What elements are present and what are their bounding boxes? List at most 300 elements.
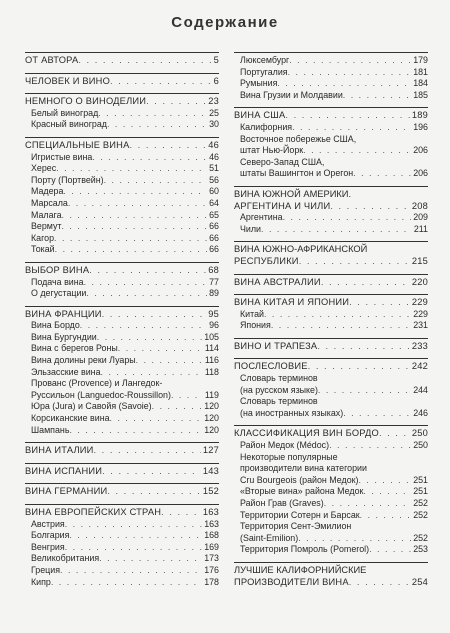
- toc-entry[interactable]: [234, 212, 428, 224]
- toc-entry-title: ВИНА ИТАЛИИ: [25, 445, 94, 456]
- toc-heading[interactable]: [25, 445, 219, 457]
- dot-leader: [89, 265, 206, 277]
- dot-leader: [68, 198, 207, 210]
- toc-heading[interactable]: [25, 507, 219, 519]
- toc-section: [25, 262, 219, 300]
- toc-page-number: 66: [209, 244, 219, 255]
- toc-entry-title: ВИНА ФРАНЦИИ: [25, 308, 102, 319]
- toc-entry[interactable]: [234, 309, 428, 321]
- toc-page-number: 178: [204, 576, 219, 587]
- toc-entry-text: Восточное побережье США,: [240, 133, 357, 144]
- toc-section: [234, 186, 428, 235]
- toc-entry-title: О дегустации: [31, 288, 87, 299]
- dot-leader: [97, 332, 202, 344]
- toc-section: [234, 294, 428, 332]
- dot-leader: [69, 530, 202, 542]
- toc-page-number: 181: [413, 66, 428, 77]
- dot-leader: [318, 385, 411, 397]
- toc-entry[interactable]: [234, 440, 428, 452]
- dot-leader: [363, 486, 411, 498]
- toc-entry-title: Малага: [31, 209, 62, 220]
- dot-leader: [110, 413, 203, 425]
- dot-leader: [99, 553, 202, 565]
- toc-entry[interactable]: [25, 175, 219, 187]
- toc-entry[interactable]: [25, 186, 219, 198]
- dot-leader: [330, 201, 410, 213]
- dot-leader: [321, 277, 410, 289]
- dot-leader: [288, 67, 412, 79]
- toc-entry-title: АРГЕНТИНА И ЧИЛИ: [234, 200, 331, 211]
- dot-leader: [358, 475, 411, 487]
- toc-heading[interactable]: [234, 201, 428, 213]
- toc-page-number: 220: [411, 276, 428, 287]
- toc-entry-title: Вина долины реки Луары: [31, 355, 136, 366]
- toc-page-number: 169: [204, 541, 219, 552]
- toc-entry-title: (Saint-Emilion): [240, 532, 299, 543]
- dot-leader: [56, 163, 207, 175]
- toc-entry-title: Великобритания: [31, 553, 100, 564]
- toc-entry[interactable]: [234, 122, 428, 134]
- toc-section: [234, 562, 428, 588]
- toc-entry-title: ВИНА США: [234, 110, 286, 121]
- toc-entry-title: «Вторые вина» района Медок: [240, 486, 364, 497]
- toc-entry[interactable]: [25, 425, 219, 437]
- toc-entry[interactable]: [234, 55, 428, 67]
- toc-page-number: 66: [209, 221, 219, 232]
- toc-entry-text: Словарь терминов: [240, 373, 318, 384]
- toc-heading[interactable]: [234, 428, 428, 440]
- toc-heading[interactable]: [25, 140, 219, 152]
- toc-entry[interactable]: [234, 90, 428, 102]
- toc-page-number: 119: [204, 389, 219, 400]
- toc-heading[interactable]: [234, 277, 428, 289]
- toc-page-number: 46: [209, 151, 219, 162]
- toc-entry[interactable]: [25, 152, 219, 164]
- dot-leader: [65, 542, 202, 554]
- dot-leader: [51, 577, 202, 589]
- dot-leader: [130, 140, 207, 152]
- toc-page-number: 65: [209, 209, 219, 220]
- dot-leader: [292, 122, 411, 134]
- dot-leader: [102, 309, 207, 321]
- dot-leader: [86, 288, 207, 300]
- toc-page-number: 179: [413, 55, 428, 65]
- toc-page-number: 25: [209, 107, 219, 118]
- toc-entry[interactable]: [234, 67, 428, 79]
- toc-page-number: 95: [208, 308, 219, 319]
- toc-page-number: 60: [209, 186, 219, 197]
- toc-page-number: 68: [208, 264, 219, 275]
- dot-leader: [324, 498, 411, 510]
- dot-leader: [63, 186, 207, 198]
- dot-leader: [271, 320, 411, 332]
- toc-entry-title: Венгрия: [31, 541, 65, 552]
- toc-entry-title: КЛАССИФИКАЦИЯ ВИН БОРДО: [234, 428, 379, 439]
- toc-entry-title: Территории Сотерн и Барсак: [240, 509, 360, 520]
- toc-entry[interactable]: [234, 475, 428, 487]
- toc-entry-text: ВИНА ЮЖНО-АФРИКАНСКОЙ: [234, 244, 368, 255]
- toc-section: [25, 93, 219, 131]
- toc-page-number: 206: [413, 168, 428, 179]
- toc-entry[interactable]: [234, 168, 428, 180]
- toc-entry-title: ВИНА ЕВРОПЕЙСКИХ СТРАН: [25, 507, 162, 517]
- toc-page-number: 206: [413, 145, 428, 156]
- toc-page-number: 209: [413, 212, 428, 223]
- toc-entry-title: Кагор: [31, 232, 55, 243]
- toc-page-number: 246: [413, 407, 428, 418]
- toc-page-number: 185: [413, 89, 428, 100]
- dot-leader: [107, 119, 207, 131]
- toc-entry-title: СПЕЦИАЛЬНЫЕ ВИНА: [25, 139, 130, 150]
- toc-entry-title: Токай: [31, 244, 55, 255]
- toc-section: [25, 463, 219, 478]
- toc-page-number: 229: [411, 297, 428, 308]
- toc-page-number: 184: [413, 78, 428, 89]
- dot-leader: [136, 355, 203, 367]
- toc-entry[interactable]: [25, 355, 219, 367]
- dot-leader: [277, 78, 411, 90]
- toc-section: [234, 241, 428, 267]
- toc-entry-title: Вина Бургундии: [31, 331, 97, 342]
- toc-page-number: 89: [209, 288, 219, 299]
- toc-page-number: 254: [411, 576, 428, 587]
- dot-leader: [54, 233, 207, 245]
- dot-leader: [264, 309, 411, 321]
- dot-leader: [118, 343, 203, 355]
- toc-heading[interactable]: [234, 297, 428, 309]
- toc-entry[interactable]: [234, 544, 428, 556]
- toc-left-column: [25, 52, 219, 594]
- toc-entry-title: РЕСПУБЛИКИ: [234, 255, 299, 266]
- toc-entry-title: Чили: [240, 223, 262, 234]
- toc-page-number: 196: [413, 121, 428, 132]
- toc-section: [25, 442, 219, 457]
- toc-page-number: 252: [413, 509, 428, 520]
- dot-leader: [62, 221, 208, 233]
- toc-entry-title: Австрия: [31, 518, 65, 529]
- toc-entry-title: Вина Грузии и Молдавии: [240, 89, 343, 100]
- toc-page-number: 114: [204, 343, 219, 354]
- toc-heading[interactable]: [234, 361, 428, 373]
- toc-page-number: 231: [413, 320, 428, 331]
- toc-entry[interactable]: [234, 408, 428, 420]
- toc-entry-title: Красный виноград: [31, 119, 107, 130]
- toc-entry-title: Юра (Jura) и Савойя (Savoie): [31, 401, 152, 412]
- toc-entry-title: Аргентина: [240, 212, 283, 223]
- toc-entry-text: ВИНА ЮЖНОЙ АМЕРИКИ.: [234, 188, 352, 199]
- dot-leader: [285, 110, 409, 122]
- toc-entry-title: Калифорния: [240, 121, 293, 132]
- toc-entry[interactable]: [234, 510, 428, 522]
- toc-entry-title: Район Медок (Médoc): [240, 440, 330, 451]
- dot-leader: [55, 244, 207, 256]
- toc-page-number: 56: [209, 174, 219, 185]
- toc-entry[interactable]: [234, 78, 428, 90]
- dot-leader: [261, 224, 412, 236]
- toc-entry-title: Подача вина: [31, 276, 84, 287]
- toc-page-number: 253: [413, 544, 428, 555]
- toc-page-number: 120: [204, 424, 219, 435]
- toc-entry-title: ПРОИЗВОДИТЕЛИ ВИНА: [234, 576, 349, 587]
- toc-page-number: 23: [208, 96, 219, 107]
- toc-section: [25, 306, 219, 437]
- toc-page-number: 120: [204, 413, 219, 424]
- toc-entry-title: ЧЕЛОВЕК И ВИНО: [25, 75, 111, 86]
- toc-entry-title: Вина с берегов Роны: [31, 343, 118, 354]
- dot-leader: [104, 175, 208, 187]
- toc-page-number: 6: [213, 75, 219, 86]
- dot-leader: [69, 425, 202, 437]
- toc-entry-text: Северо-Запад США,: [240, 156, 325, 167]
- toc-entry-title: Португалия: [240, 66, 288, 77]
- toc-entry[interactable]: [25, 277, 219, 289]
- toc-entry-title: Япония: [240, 320, 271, 331]
- toc-entry[interactable]: [234, 486, 428, 498]
- toc-section: [234, 358, 428, 419]
- dot-leader: [107, 486, 201, 498]
- toc-section: [234, 425, 428, 556]
- toc-entry[interactable]: [25, 542, 219, 554]
- toc-entry[interactable]: [25, 343, 219, 355]
- toc-entry[interactable]: [234, 533, 428, 545]
- toc-heading[interactable]: [25, 76, 219, 88]
- toc-entry-text: производители вина категории: [240, 463, 367, 474]
- toc-entry[interactable]: [25, 413, 219, 425]
- dot-leader: [369, 544, 411, 556]
- dot-leader: [84, 277, 208, 289]
- toc-page-number: 143: [202, 465, 219, 476]
- toc-entry-title: Эльзасские вина: [31, 366, 101, 377]
- toc-entry-title: ВЫБОР ВИНА: [25, 264, 90, 275]
- toc-entry-title: Корсиканские вина: [31, 413, 110, 424]
- toc-page-number: 127: [202, 445, 219, 456]
- dot-leader: [65, 519, 202, 531]
- toc-entry-title: Руссильон (Languedoc-Roussillon): [31, 389, 171, 400]
- toc-heading[interactable]: [25, 55, 219, 67]
- page-title: Содержание: [171, 14, 279, 31]
- toc-page-number: 118: [204, 366, 219, 377]
- toc-entry[interactable]: [25, 401, 219, 413]
- dot-leader: [171, 390, 203, 402]
- toc-heading[interactable]: [25, 466, 219, 478]
- toc-page-number: 105: [204, 331, 219, 342]
- toc-entry-title: ОТ АВТОРА: [25, 55, 79, 65]
- toc-entry[interactable]: [25, 244, 219, 256]
- toc-page-number: 208: [411, 200, 428, 211]
- toc-heading[interactable]: [234, 577, 428, 589]
- toc-entry[interactable]: [25, 221, 219, 233]
- toc-entry[interactable]: [25, 288, 219, 300]
- toc-page-number: 229: [413, 308, 428, 319]
- dot-leader: [62, 210, 208, 222]
- toc-entry[interactable]: [25, 577, 219, 589]
- dot-leader: [283, 212, 412, 224]
- toc-heading[interactable]: [25, 309, 219, 321]
- dot-leader: [80, 320, 207, 332]
- toc-entry[interactable]: [234, 320, 428, 332]
- toc-entry-title: Район Грав (Graves): [240, 498, 324, 508]
- toc-entry-text: Некоторые популярные: [240, 451, 338, 462]
- toc-entry-title: Китай: [240, 308, 264, 319]
- toc-section: [234, 338, 428, 353]
- dot-leader: [349, 297, 410, 309]
- dot-leader: [161, 507, 201, 519]
- dot-leader: [152, 401, 203, 413]
- toc-heading[interactable]: [25, 265, 219, 277]
- toc-entry[interactable]: [25, 198, 219, 210]
- toc-entry-title: ПОСЛЕСЛОВИЕ: [234, 361, 308, 372]
- toc-page-number: 163: [202, 507, 219, 517]
- dot-leader: [379, 428, 410, 440]
- toc-page-number: 252: [413, 532, 428, 543]
- toc-entry[interactable]: [25, 163, 219, 175]
- toc-section: [234, 52, 428, 101]
- toc-page-number: 242: [411, 361, 428, 372]
- toc-entry[interactable]: [25, 233, 219, 245]
- toc-page-number: 251: [413, 474, 428, 485]
- toc-entry-title: Порту (Портвейн): [31, 174, 104, 185]
- toc-page-number: 189: [411, 110, 428, 121]
- toc-heading[interactable]: [234, 256, 428, 268]
- toc-entry-title: Вина Бордо: [31, 320, 80, 331]
- toc-entry[interactable]: [25, 553, 219, 565]
- toc-entry-title: ВИНА ИСПАНИИ: [25, 465, 103, 476]
- toc-page-number: 233: [411, 340, 428, 351]
- toc-section: [25, 73, 219, 88]
- toc-entry-title: Шампань: [31, 424, 70, 435]
- toc-heading[interactable]: [25, 96, 219, 108]
- dot-leader: [343, 90, 411, 102]
- dot-leader: [360, 510, 412, 522]
- dot-leader: [101, 367, 203, 379]
- toc-section: [234, 274, 428, 289]
- toc-page-number: 250: [413, 440, 428, 451]
- toc-entry-title: Люксембург: [240, 55, 290, 65]
- toc-entry-title: ВИНА ГЕРМАНИИ: [25, 486, 108, 497]
- toc-page-number: 211: [413, 223, 428, 234]
- toc-entry-title: Болгария: [31, 530, 70, 541]
- dot-leader: [317, 341, 410, 353]
- toc-entry-title: ВИНА КИТАЯ И ЯПОНИИ: [234, 297, 350, 308]
- dot-leader: [60, 565, 202, 577]
- toc-entry[interactable]: [25, 320, 219, 332]
- toc-entry[interactable]: [25, 332, 219, 344]
- dot-leader: [343, 408, 411, 420]
- toc-entry[interactable]: [25, 210, 219, 222]
- dot-leader: [329, 440, 411, 452]
- toc-entry-title: штаты Вашингтон и Орегон: [240, 168, 354, 179]
- toc-page-number: 168: [204, 530, 219, 541]
- toc-page-number: 215: [411, 255, 428, 266]
- toc-entry[interactable]: [25, 390, 219, 402]
- toc-entry[interactable]: [25, 519, 219, 531]
- toc-section: [25, 504, 219, 588]
- toc-heading[interactable]: [234, 110, 428, 122]
- toc-entry-title: Cru Bourgeois (район Медок): [240, 474, 359, 485]
- toc-entry-title: Румыния: [240, 78, 278, 89]
- dot-leader: [298, 533, 411, 545]
- toc-section: [25, 52, 219, 67]
- toc-page-number: 252: [413, 498, 428, 508]
- toc-entry-title: Игристые вина: [31, 151, 93, 162]
- dot-leader: [299, 256, 410, 268]
- toc-heading[interactable]: [234, 341, 428, 353]
- toc-entry[interactable]: [234, 498, 428, 510]
- dot-leader: [98, 108, 207, 120]
- toc-entry-title: (на русском языке): [240, 384, 318, 395]
- dot-leader: [94, 445, 201, 457]
- toc-page-number: 77: [209, 276, 219, 287]
- toc-entry-title: Территория Помроль (Pomerol): [240, 544, 370, 555]
- toc-entry-title: (на иностранных языках): [240, 407, 344, 418]
- toc-entry[interactable]: [25, 565, 219, 577]
- dot-leader: [353, 168, 411, 180]
- toc-right-column: [234, 52, 428, 594]
- toc-section: [25, 483, 219, 498]
- dot-leader: [308, 361, 410, 373]
- toc-page-number: 251: [413, 486, 428, 497]
- toc-page-number: 250: [411, 428, 428, 439]
- toc-entry[interactable]: [234, 145, 428, 157]
- dot-leader: [110, 76, 212, 88]
- toc-page-number: 46: [208, 139, 219, 150]
- toc-entry[interactable]: [25, 119, 219, 131]
- toc-entry-title: Белый виноград: [31, 107, 99, 118]
- toc-page-number: 51: [209, 163, 219, 174]
- toc-page-number: 173: [204, 553, 219, 564]
- toc-entry-title: Вермут: [31, 221, 62, 232]
- dot-leader: [102, 466, 201, 478]
- dot-leader: [349, 577, 410, 589]
- toc-page-number: 116: [204, 355, 219, 366]
- toc-entry-title: Кипр: [31, 576, 51, 587]
- dot-leader: [78, 55, 211, 67]
- toc-entry-title: ВИНО И ТРАПЕЗА: [234, 340, 318, 351]
- toc-entry-title: НЕМНОГО О ВИНОДЕЛИИ: [25, 96, 147, 107]
- toc-entry-text: Словарь терминов: [240, 396, 318, 407]
- toc-entry[interactable]: [234, 385, 428, 397]
- toc-page-number: 96: [209, 320, 219, 331]
- toc-page-number: 176: [204, 564, 219, 575]
- toc-page-number: 66: [209, 232, 219, 243]
- toc-heading[interactable]: [25, 486, 219, 498]
- toc-page-number: 244: [413, 384, 428, 395]
- toc-page-number: 64: [209, 197, 219, 208]
- toc-entry-title: Мадера: [31, 186, 64, 197]
- dot-leader: [92, 152, 207, 164]
- toc-entry-title: Греция: [31, 564, 61, 575]
- dot-leader: [303, 145, 411, 157]
- toc-entry-title: штат Нью-Йорк: [240, 145, 304, 156]
- toc-entry-title: ВИНА АВСТРАЛИИ: [234, 276, 321, 287]
- toc-section: [25, 137, 219, 256]
- toc-entry-title: Марсала: [31, 197, 68, 208]
- dot-leader: [146, 96, 206, 108]
- toc-page-number: 120: [204, 401, 219, 412]
- toc-entry[interactable]: [25, 108, 219, 120]
- toc-entry[interactable]: [25, 530, 219, 542]
- toc-entry[interactable]: [25, 367, 219, 379]
- toc-section: [234, 107, 428, 180]
- toc-entry-text: ЛУЧШИЕ КАЛИФОРНИЙСКИЕ: [234, 564, 367, 575]
- toc-page-number: 163: [204, 518, 219, 529]
- toc-page-number: 30: [209, 119, 219, 130]
- toc-entry[interactable]: [234, 224, 428, 236]
- toc-entry-title: Херес: [31, 163, 57, 174]
- toc-entry-text: Прованс (Provence) и Лангедок-: [31, 378, 163, 389]
- toc-page-number: 5: [213, 55, 219, 65]
- dot-leader: [289, 55, 411, 67]
